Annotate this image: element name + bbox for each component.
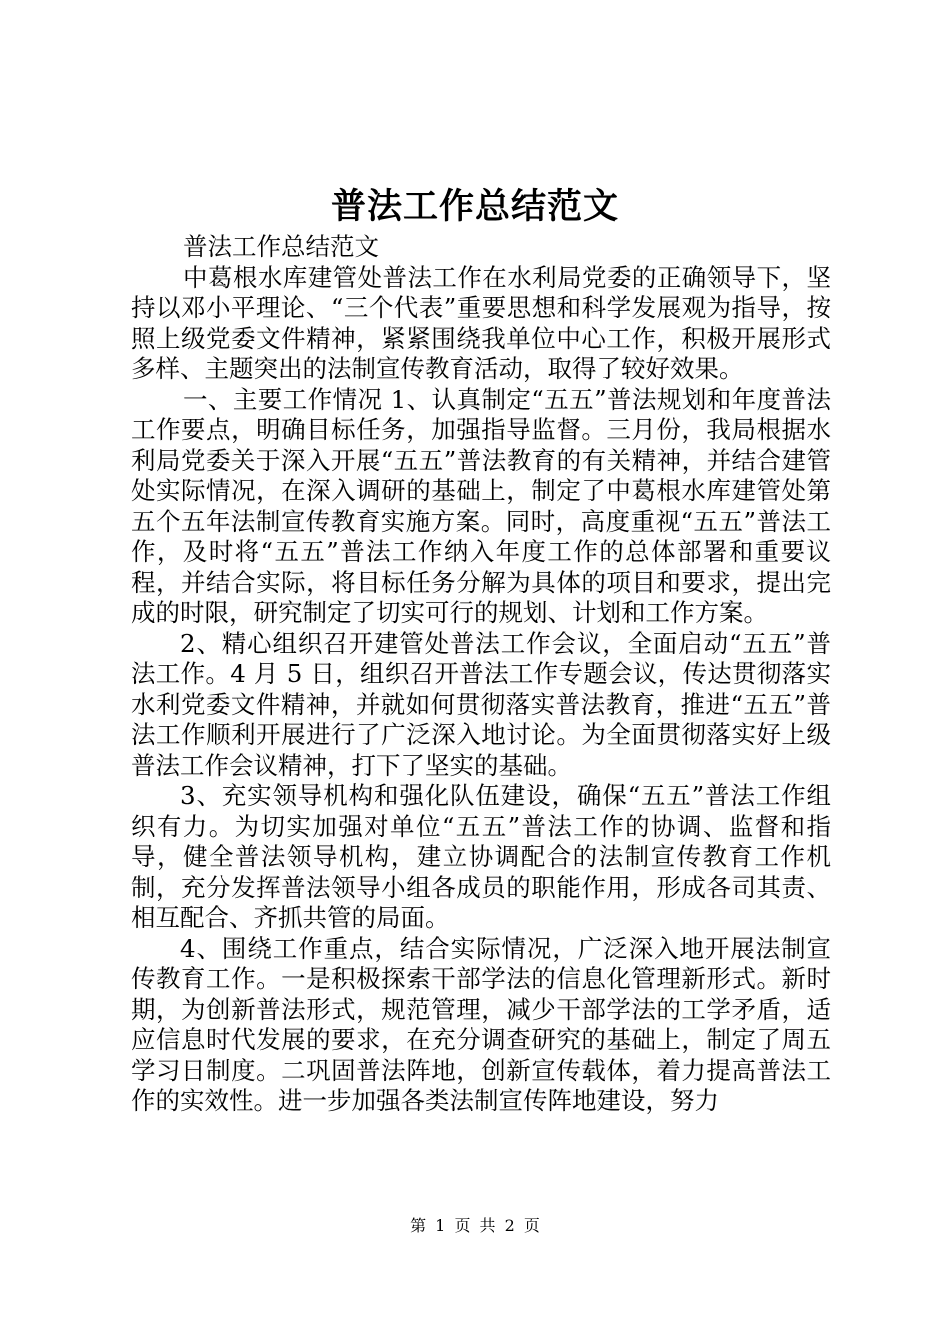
paragraph-intro: 中葛根水库建管处普法工作在水利局党委的正确领导下，坚持以邓小平理论、“三个代表”重要思想和科学发展观为指导，按照上级党委文件精神，紧紧围绕我单位中心工作，积极开展形式多样、主题突出的法制宣传教育活动，取得了较好效果。 (131, 262, 831, 383)
paragraph-section-2: 2、精心组织召开建管处普法工作会议，全面启动“五五”普法工作。4 月 5 日，组织召开普法工作专题会议，传达贯彻落实水利党委文件精神，并就如何贯彻落实普法教育，推进“五五”普法工作顺利开展进行了广泛深入地讨论。为全面贯彻落实好上级普法工作会议精神，打下了坚实的基础。 (131, 628, 831, 780)
paragraph-section-1: 一、主要工作情况 1、认真制定“五五”普法规划和年度普法工作要点，明确目标任务，加强指导监督。三月份，我局根据水利局党委关于深入开展“五五”普法教育的有关精神，并结合建管处实际情况，在深入调研的基础上，制定了中葛根水库建管处第五个五年法制宣传教育实施方案。同时，高度重视“五五”普法工作，及时将“五五”普法工作纳入年度工作的总体部署和重要议程，并结合实际，将目标任务分解为具体的项目和要求，提出完成的时限，研究制定了切实可行的规划、计划和工作方案。 (131, 384, 831, 627)
paragraph-section-4: 4、围绕工作重点，结合实际情况，广泛深入地开展法制宣传教育工作。一是积极探索干部学法的信息化管理新形式。新时期，为创新普法形式，规范管理，减少干部学法的工学矛盾，适应信息时代发展的要求，在充分调查研究的基础上，制定了周五学习日制度。二巩固普法阵地，创新宣传载体，着力提高普法工作的实效性。进一步加强各类法制宣传阵地建设，努力 (131, 933, 831, 1115)
document-body (131, 232, 831, 1117)
document-subtitle: 普法工作总结范文 (183, 232, 379, 261)
document-title: 普法工作总结范文 (330, 186, 619, 227)
page-number-footer: 第 1 页 共 2 页 (410, 1216, 540, 1235)
paragraph-section-3: 3、充实领导机构和强化队伍建设，确保“五五”普法工作组织有力。为切实加强对单位“五五”普法工作的协调、监督和指导，健全普法领导机构，建立协调配合的法制宣传教育工作机制，充分发挥普法领导小组各成员的职能作用，形成各司其责、相互配合、齐抓共管的局面。 (131, 781, 831, 932)
